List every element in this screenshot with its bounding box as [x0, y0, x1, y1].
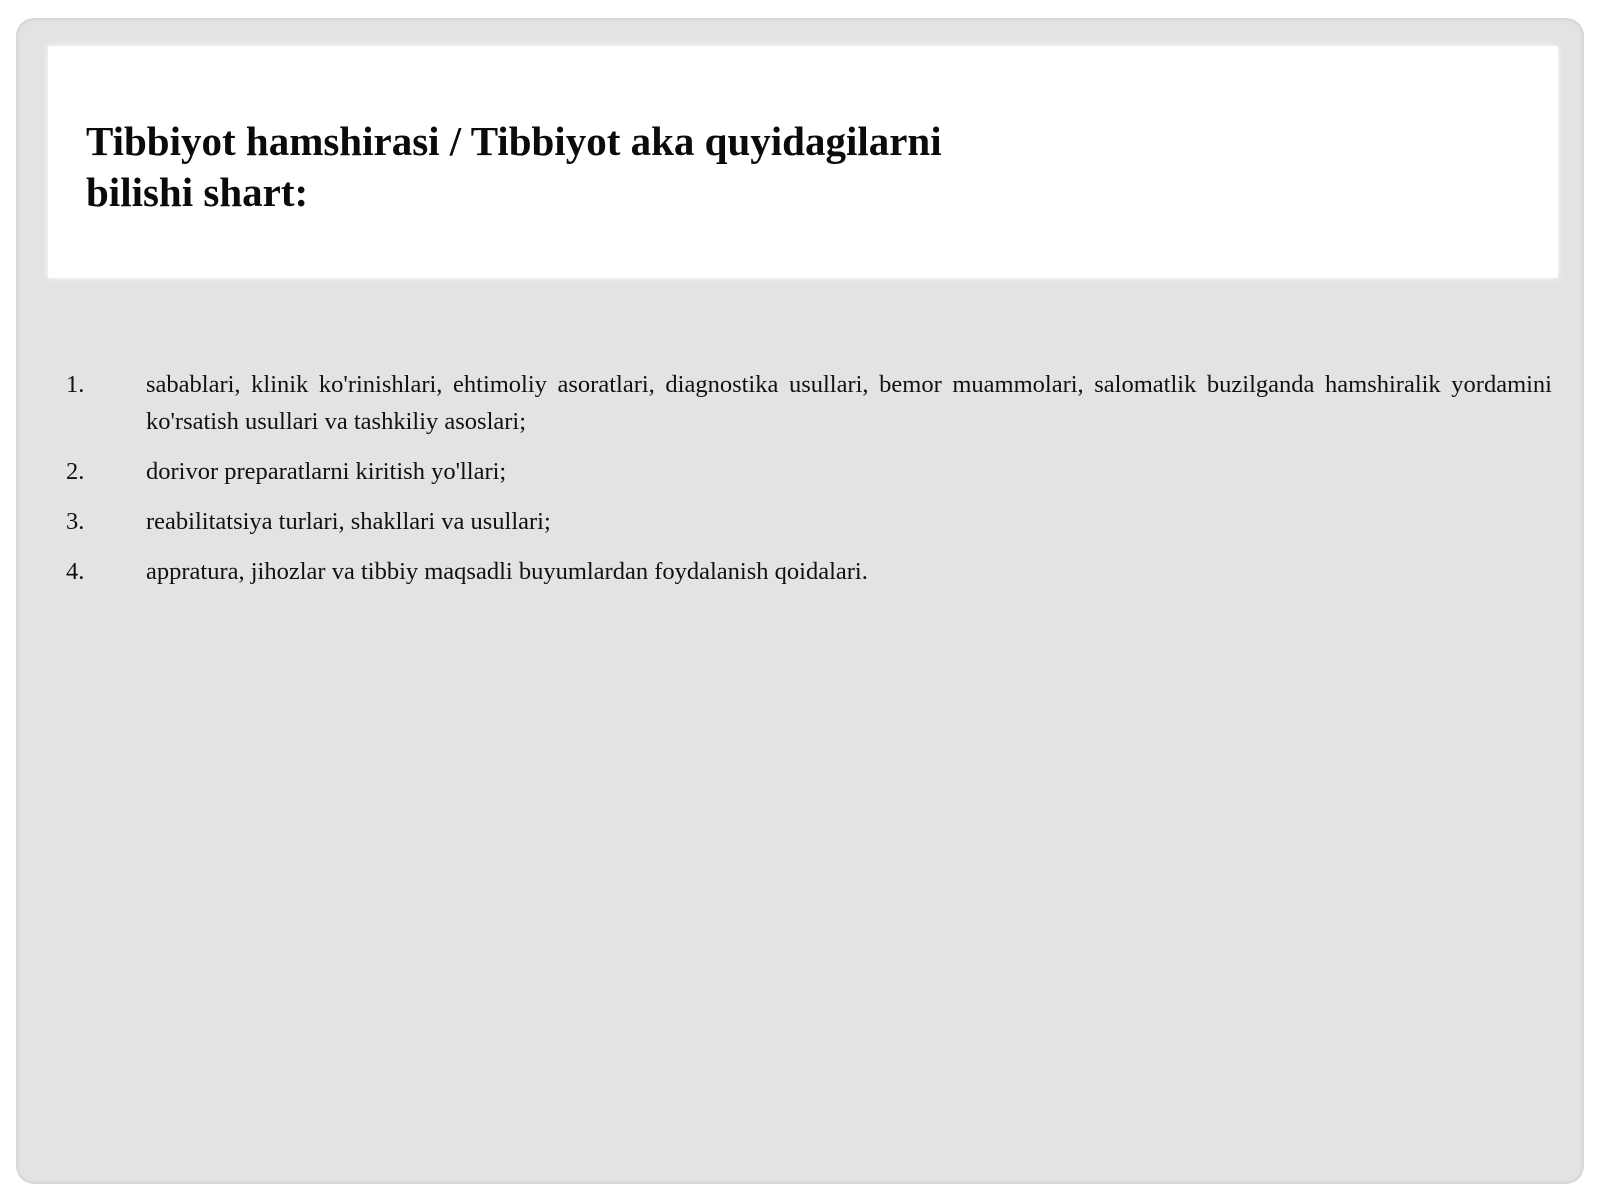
slide-title: Tibbiyot hamshirasi / Tibbiyot aka quyidagilarni bilishi shart: [86, 118, 942, 215]
list-item [66, 453, 1552, 490]
list-item-text: dorivor preparatlarni kiritish yo'llari; [146, 458, 507, 485]
list-item-number: 4. [66, 558, 85, 585]
list-item-number: 2. [66, 458, 85, 485]
list-item-text: appratura, jihozlar va tibbiy maqsadli buyumlardan foydalanish qoidalari. [146, 558, 868, 585]
title-box [48, 46, 1558, 278]
slide [16, 18, 1584, 1184]
numbered-list [66, 366, 1552, 603]
list-item-text: reabilitatsiya turlari, shakllari va usullari; [146, 508, 551, 535]
list-item-number: 3. [66, 508, 85, 535]
list-item-number: 1. [66, 371, 85, 398]
list-item [66, 553, 1552, 590]
list-item [66, 503, 1552, 540]
list-item [66, 366, 1552, 440]
list-item-text: sabablari, klinik ko'rinishlari, ehtimoliy asoratlari, diagnostika usullari, bemor muammolari, salomatlik buzilganda hamshiralik yordamini ko'rsatish usullari va tashkiliy asoslari; [146, 371, 1552, 435]
